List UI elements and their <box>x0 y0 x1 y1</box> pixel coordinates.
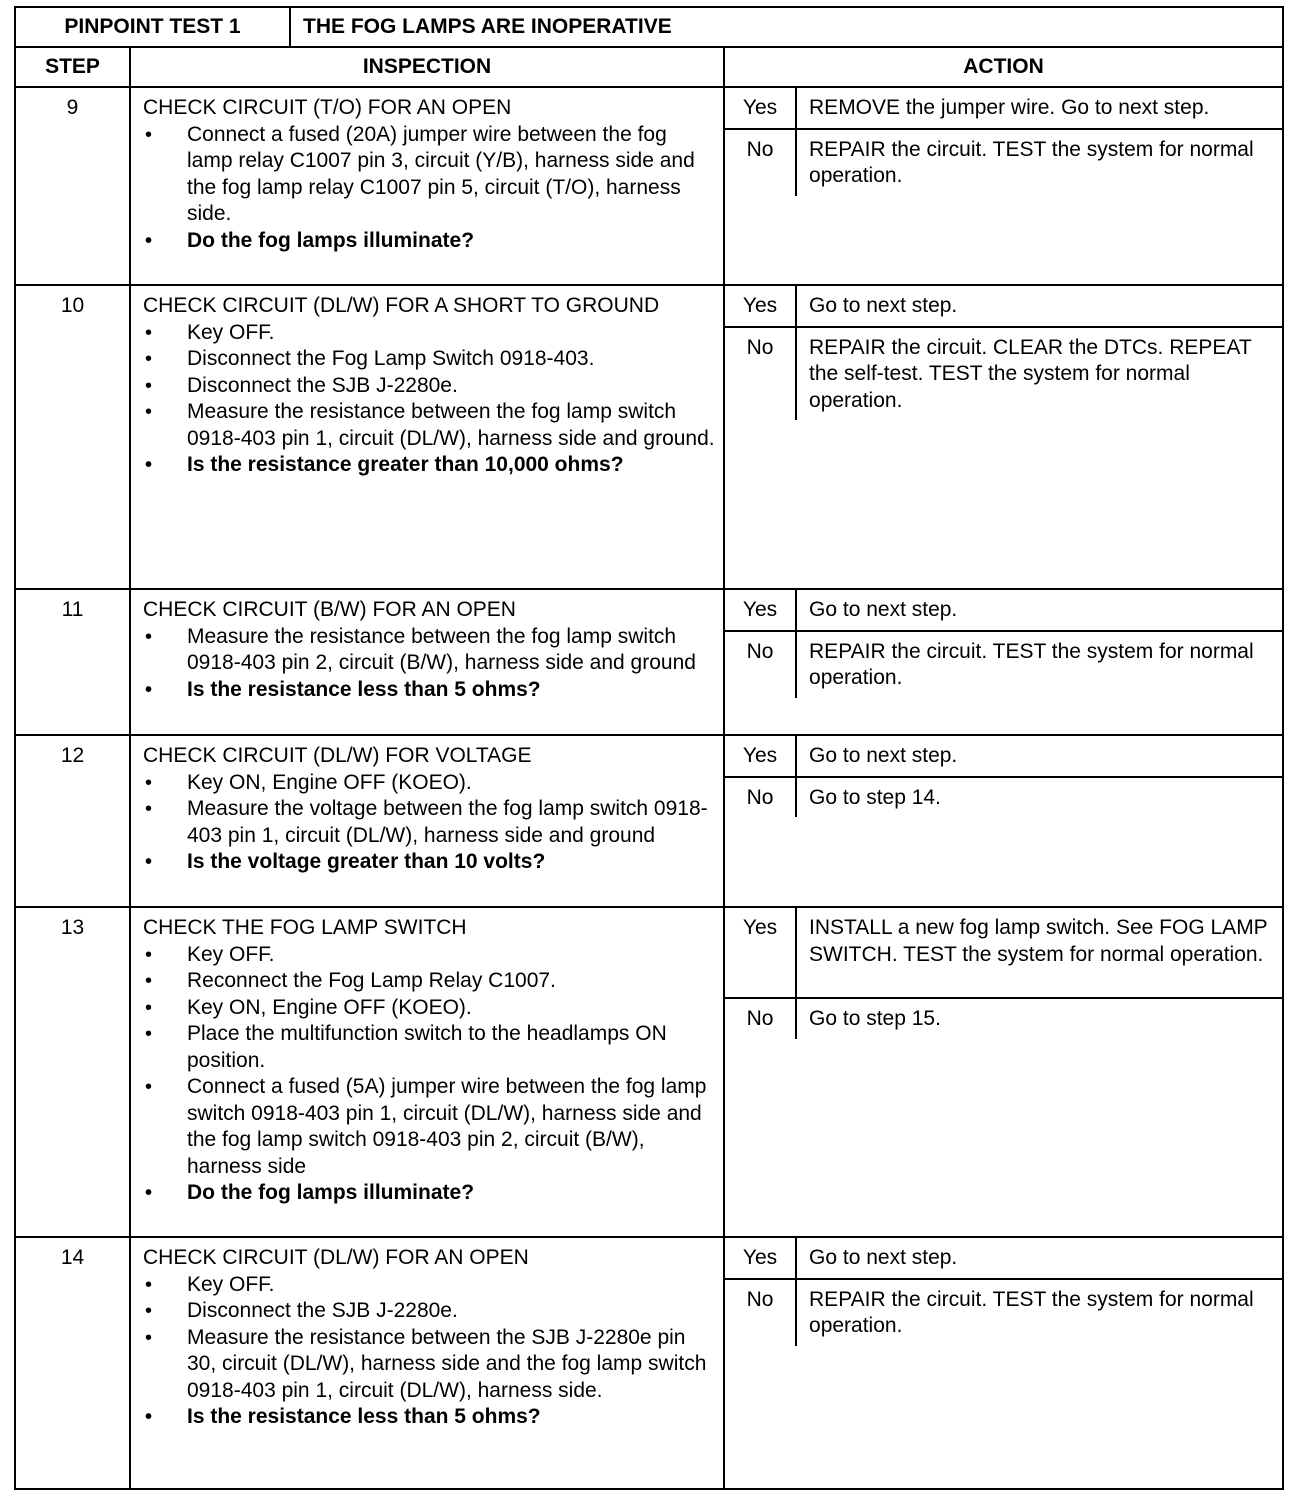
inspection-title: CHECK THE FOG LAMP SWITCH <box>143 916 467 939</box>
inspection-bullets <box>143 770 715 876</box>
inspection-bullet: • Measure the resistance between the SJB J-2280e pin 30, circuit (DL/W), harness side and the fog lamp switch 0918-403 pin 1, circuit (DL/W), harness side. <box>143 1325 715 1405</box>
step-row <box>15 589 1283 735</box>
inspection-title: CHECK CIRCUIT (DL/W) FOR AN OPEN <box>143 1246 529 1269</box>
inspection-bullet: • Key OFF. <box>143 942 715 969</box>
inspection-cell <box>130 87 724 285</box>
inspection-bullet: • Key ON, Engine OFF (KOEO). <box>143 770 715 797</box>
yes-no-table <box>725 736 1282 817</box>
action-cell <box>724 285 1283 589</box>
yes-row <box>725 286 1282 327</box>
yes-row <box>725 590 1282 631</box>
no-row <box>725 777 1282 818</box>
yes-label: Yes <box>725 736 796 777</box>
inspection-question: • Do the fog lamps illuminate? <box>143 1180 715 1207</box>
col-action-header: ACTION <box>724 47 1283 87</box>
step-row <box>15 285 1283 589</box>
inspection-bullet: • Connect a fused (20A) jumper wire between the fog lamp relay C1007 pin 3, circuit (Y/B), harness side and the fog lamp relay C1007 pin 5, circuit (T/O), harness side. <box>143 122 715 228</box>
no-action: REPAIR the circuit. TEST the system for normal operation. <box>796 1279 1282 1346</box>
yes-row <box>725 736 1282 777</box>
col-inspection-header: INSPECTION <box>130 47 724 87</box>
inspection-question: • Is the resistance less than 5 ohms? <box>143 1404 715 1431</box>
yes-action: Go to next step. <box>809 294 958 317</box>
inspection-bullet: • Measure the resistance between the fog lamp switch 0918-403 pin 1, circuit (DL/W), harness side and ground. <box>143 399 715 452</box>
inspection-bullet: • Reconnect the Fog Lamp Relay C1007. <box>143 968 715 995</box>
inspection-title: CHECK CIRCUIT (DL/W) FOR VOLTAGE <box>143 744 532 767</box>
inspection-cell <box>130 735 724 907</box>
action-cell <box>724 589 1283 735</box>
step-number: 13 <box>15 907 130 1237</box>
inspection-title: CHECK CIRCUIT (DL/W) FOR A SHORT TO GROUND <box>143 294 660 317</box>
inspection-cell <box>130 589 724 735</box>
no-label: No <box>725 777 796 818</box>
inspection-bullet: • Place the multifunction switch to the headlamps ON position. <box>143 1021 715 1074</box>
step-number: 14 <box>15 1237 130 1489</box>
inspection-bullet: • Disconnect the Fog Lamp Switch 0918-403. <box>143 346 715 373</box>
yes-label: Yes <box>725 590 796 631</box>
no-action: Go to step 15. <box>796 998 1282 1039</box>
action-cell <box>724 735 1283 907</box>
action-cell <box>724 87 1283 285</box>
no-action: REPAIR the circuit. TEST the system for normal operation. <box>796 129 1282 196</box>
no-label: No <box>725 327 796 421</box>
no-row <box>725 129 1282 196</box>
yes-action: Go to next step. <box>809 744 958 767</box>
inspection-bullet: • Key OFF. <box>143 1272 715 1299</box>
action-cell <box>724 907 1283 1237</box>
yes-action: Go to next step. <box>809 598 958 621</box>
test-header-row <box>15 7 1283 47</box>
inspection-cell <box>130 1237 724 1489</box>
pinpoint-test-table <box>14 6 1284 1490</box>
inspection-cell <box>130 907 724 1237</box>
inspection-bullets <box>143 942 715 1207</box>
yes-row <box>725 908 1282 998</box>
pinpoint-test-document <box>14 6 1282 1490</box>
no-label: No <box>725 129 796 196</box>
col-step-header: STEP <box>15 47 130 87</box>
inspection-title: CHECK CIRCUIT (B/W) FOR AN OPEN <box>143 598 516 621</box>
inspection-bullet: • Measure the resistance between the fog lamp switch 0918-403 pin 2, circuit (B/W), harness side and ground <box>143 624 715 677</box>
yes-label: Yes <box>725 88 796 129</box>
step-row <box>15 1237 1283 1489</box>
yes-label: Yes <box>725 908 796 998</box>
yes-row <box>725 1238 1282 1279</box>
no-row <box>725 327 1282 421</box>
no-row <box>725 1279 1282 1346</box>
yes-action: Go to next step. <box>809 1246 958 1269</box>
inspection-bullet: • Disconnect the SJB J-2280e. <box>143 1298 715 1325</box>
step-number: 10 <box>15 285 130 589</box>
yes-no-table <box>725 1238 1282 1346</box>
inspection-bullets <box>143 1272 715 1431</box>
inspection-question: • Is the resistance less than 5 ohms? <box>143 677 715 704</box>
inspection-cell <box>130 285 724 589</box>
yes-no-table <box>725 908 1282 1039</box>
inspection-bullet: • Disconnect the SJB J-2280e. <box>143 373 715 400</box>
no-label: No <box>725 631 796 698</box>
step-number: 11 <box>15 589 130 735</box>
inspection-bullet: • Measure the voltage between the fog lamp switch 0918-403 pin 1, circuit (DL/W), harness side and ground <box>143 796 715 849</box>
inspection-question: • Is the resistance greater than 10,000 ohms? <box>143 452 715 479</box>
yes-label: Yes <box>725 286 796 327</box>
no-action: Go to step 14. <box>796 777 1282 818</box>
inspection-bullets <box>143 320 715 479</box>
no-label: No <box>725 1279 796 1346</box>
no-row <box>725 998 1282 1039</box>
step-row <box>15 907 1283 1237</box>
inspection-question: • Is the voltage greater than 10 volts? <box>143 849 715 876</box>
step-row <box>15 735 1283 907</box>
yes-no-table <box>725 88 1282 196</box>
step-number: 12 <box>15 735 130 907</box>
inspection-title: CHECK CIRCUIT (T/O) FOR AN OPEN <box>143 96 512 119</box>
inspection-bullet: • Connect a fused (5A) jumper wire between the fog lamp switch 0918-403 pin 1, circuit (DL/W), harness side and the fog lamp switch 0918-403 pin 2, circuit (B/W), harness side <box>143 1074 715 1180</box>
inspection-bullet: • Key OFF. <box>143 320 715 347</box>
yes-row <box>725 88 1282 129</box>
test-label: PINPOINT TEST 1 <box>15 7 290 47</box>
no-label: No <box>725 998 796 1039</box>
yes-label: Yes <box>725 1238 796 1279</box>
inspection-question: • Do the fog lamps illuminate? <box>143 228 715 255</box>
step-number: 9 <box>15 87 130 285</box>
yes-action: INSTALL a new fog lamp switch. See FOG LAMP SWITCH. TEST the system for normal operation. <box>809 916 1268 966</box>
test-title: THE FOG LAMPS ARE INOPERATIVE <box>290 7 1283 47</box>
inspection-bullet: • Key ON, Engine OFF (KOEO). <box>143 995 715 1022</box>
no-action: REPAIR the circuit. CLEAR the DTCs. REPEAT the self-test. TEST the system for normal operation. <box>796 327 1282 421</box>
action-cell <box>724 1237 1283 1489</box>
no-row <box>725 631 1282 698</box>
yes-no-table <box>725 590 1282 698</box>
steps-body <box>15 87 1283 1489</box>
step-row <box>15 87 1283 285</box>
yes-action: REMOVE the jumper wire. Go to next step. <box>809 96 1210 119</box>
inspection-bullets <box>143 624 715 704</box>
yes-no-table <box>725 286 1282 420</box>
inspection-bullets <box>143 122 715 255</box>
no-action: REPAIR the circuit. TEST the system for normal operation. <box>796 631 1282 698</box>
column-header-row <box>15 47 1283 87</box>
